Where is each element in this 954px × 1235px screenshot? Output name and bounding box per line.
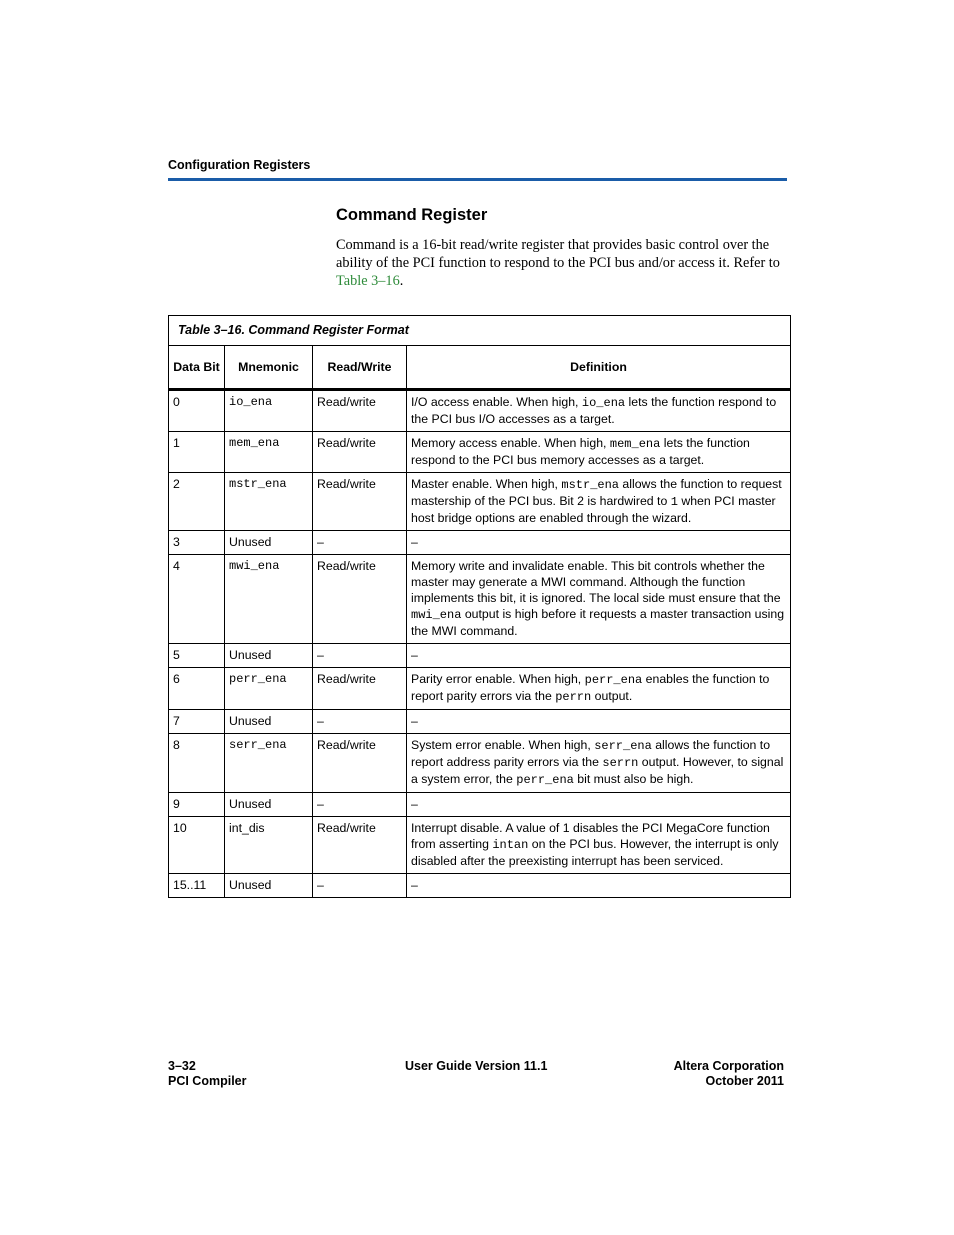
cell-data-bit: 3: [169, 531, 225, 555]
cell-mnemonic: Unused: [225, 874, 313, 898]
cell-read-write: Read/write: [313, 817, 407, 874]
cell-data-bit: 7: [169, 710, 225, 734]
table-row: [169, 531, 791, 555]
column-header-read-write: Read/Write: [313, 346, 407, 390]
cell-data-bit: 0: [169, 390, 225, 432]
signal-name: mem_ena: [609, 437, 661, 451]
cell-read-write: Read/write: [313, 473, 407, 531]
intro-end: .: [399, 273, 404, 289]
cell-definition: [407, 473, 791, 531]
cell-mnemonic: int_dis: [225, 817, 313, 874]
table-row: [169, 390, 791, 432]
cell-data-bit: 9: [169, 793, 225, 817]
definition-text: System error enable. When high,: [411, 738, 595, 752]
cell-mnemonic: mstr_ena: [225, 473, 313, 531]
definition-text: lets the function respond to the PCI bus I/O accesses as a target.: [411, 395, 777, 426]
cell-mnemonic: mem_ena: [225, 432, 313, 473]
cell-mnemonic: mwi_ena: [225, 555, 313, 644]
column-header-definition: Definition: [407, 346, 791, 390]
table-row: [169, 793, 791, 817]
definition-text: –: [411, 878, 418, 892]
table-body: [169, 390, 791, 898]
cell-data-bit: 1: [169, 432, 225, 473]
table-row: [169, 874, 791, 898]
cell-mnemonic: serr_ena: [225, 734, 313, 793]
cell-mnemonic: io_ena: [225, 390, 313, 432]
column-header-data-bit: Data Bit: [169, 346, 225, 390]
definition-text: on the PCI bus. However, the interrupt is only disabled after the preexisting interrupt has been serviced.: [411, 837, 779, 868]
intro-paragraph: [336, 236, 788, 290]
definition-text: bit must also be high.: [573, 772, 694, 786]
signal-name: perrn: [555, 690, 592, 704]
cell-definition: [407, 390, 791, 432]
definition-text: Memory access enable. When high,: [411, 436, 610, 450]
cell-data-bit: 8: [169, 734, 225, 793]
command-register-table: [168, 315, 791, 898]
definition-text: Memory write and invalidate enable. This bit controls whether the master may generate a MWI command. Although the function implements this bit, it is ignored. The local side must ensure that the: [411, 559, 781, 605]
footer-left: [168, 1059, 247, 1089]
cell-read-write: –: [313, 874, 407, 898]
section-title: Command Register: [336, 206, 488, 224]
cell-data-bit: 4: [169, 555, 225, 644]
cell-read-write: –: [313, 644, 407, 668]
cell-mnemonic: Unused: [225, 531, 313, 555]
footer-center: [405, 1059, 547, 1074]
signal-name: mwi_ena: [411, 608, 462, 622]
cell-definition: [407, 531, 791, 555]
cell-definition: [407, 874, 791, 898]
cell-data-bit: 2: [169, 473, 225, 531]
intro-text: Command is a 16-bit read/write register that provides basic control over the ability of the PCI function to respond to the PCI bus and/or access it. Refer to: [336, 237, 780, 271]
signal-name: perr_ena: [516, 773, 574, 787]
table-row: [169, 668, 791, 710]
cell-mnemonic: Unused: [225, 644, 313, 668]
table-row: [169, 734, 791, 793]
cell-definition: [407, 644, 791, 668]
definition-text: –: [411, 797, 418, 811]
cell-definition: [407, 668, 791, 710]
cell-definition: [407, 793, 791, 817]
product-name: PCI Compiler: [168, 1074, 247, 1088]
definition-text: output. However, to signal a system error, the: [411, 755, 784, 786]
cell-definition: [407, 710, 791, 734]
signal-name: 1: [670, 495, 678, 509]
signal-name: serr_ena: [594, 739, 652, 753]
signal-name: serrn: [602, 756, 639, 770]
table-row: [169, 817, 791, 874]
cell-data-bit: 10: [169, 817, 225, 874]
cell-read-write: Read/write: [313, 432, 407, 473]
company-name: Altera Corporation: [673, 1059, 784, 1073]
definition-text: lets the function respond to the PCI bus memory accesses as a target.: [411, 436, 750, 467]
definition-text: output is high before it requests a master transaction using the MWI command.: [411, 607, 785, 638]
footer-right: [674, 1059, 784, 1089]
page-number: 3–32: [168, 1059, 196, 1073]
definition-text: allows the function to request mastership of the PCI bus. Bit 2 is hardwired to: [411, 477, 782, 508]
cell-read-write: Read/write: [313, 734, 407, 793]
cell-read-write: –: [313, 710, 407, 734]
cell-mnemonic: Unused: [225, 710, 313, 734]
cell-definition: [407, 432, 791, 473]
definition-text: Master enable. When high,: [411, 477, 562, 491]
table-caption: Table 3–16. Command Register Format: [169, 316, 791, 346]
cell-definition: [407, 817, 791, 874]
cell-definition: [407, 555, 791, 644]
cell-data-bit: 5: [169, 644, 225, 668]
publish-date: October 2011: [705, 1074, 784, 1088]
table-row: [169, 555, 791, 644]
table-row: [169, 710, 791, 734]
header-rule: [168, 178, 787, 181]
signal-name: io_ena: [581, 396, 626, 410]
running-header: Configuration Registers: [168, 158, 311, 172]
signal-name: intan: [492, 838, 529, 852]
definition-text: –: [411, 535, 418, 549]
definition-text: allows the function to report address parity errors via the: [411, 738, 771, 769]
column-header-mnemonic: Mnemonic: [225, 346, 313, 390]
definition-text: Interrupt disable. A value of 1 disables the PCI MegaCore function from asserting: [411, 821, 770, 851]
cell-read-write: Read/write: [313, 390, 407, 432]
table-row: [169, 473, 791, 531]
definition-text: enables the function to report parity errors via the: [411, 672, 770, 703]
cell-mnemonic: Unused: [225, 793, 313, 817]
definition-text: output.: [591, 689, 633, 703]
signal-name: mstr_ena: [561, 478, 619, 492]
definition-text: Parity error enable. When high,: [411, 672, 585, 686]
table-row: [169, 432, 791, 473]
cell-read-write: Read/write: [313, 668, 407, 710]
signal-name: perr_ena: [584, 673, 643, 687]
cell-data-bit: 15..11: [169, 874, 225, 898]
guide-version: User Guide Version 11.1: [405, 1059, 548, 1073]
cell-read-write: –: [313, 793, 407, 817]
definition-text: –: [411, 648, 418, 662]
cell-read-write: –: [313, 531, 407, 555]
cell-data-bit: 6: [169, 668, 225, 710]
definition-text: I/O access enable. When high,: [411, 395, 582, 409]
definition-text: –: [411, 714, 418, 728]
definition-text: when PCI master host bridge options are enabled through the wizard.: [411, 494, 776, 525]
cell-definition: [407, 734, 791, 793]
cell-mnemonic: perr_ena: [225, 668, 313, 710]
table-reference-link[interactable]: Table 3–16: [336, 273, 400, 289]
table-row: [169, 644, 791, 668]
cell-read-write: Read/write: [313, 555, 407, 644]
